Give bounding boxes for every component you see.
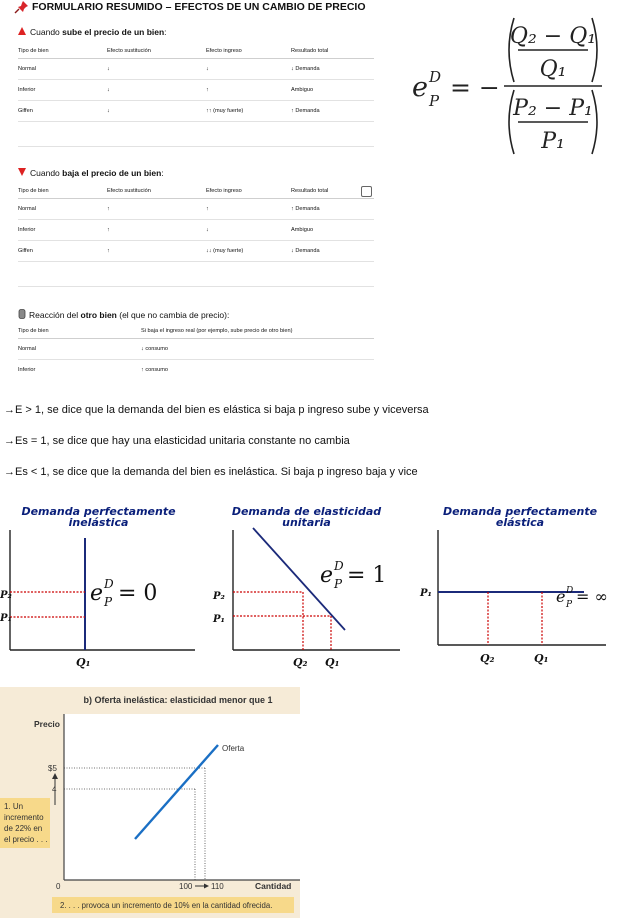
table-cell: Inferior xyxy=(18,87,36,93)
table-cell: ↑ xyxy=(107,206,110,212)
x-label-q1: Q₁ xyxy=(76,656,91,669)
table-cell: ↑↑ (muy fuerte) xyxy=(206,108,244,114)
column-header: Resultado total xyxy=(291,47,329,54)
table-row xyxy=(18,80,374,101)
formula-equals-minus: = − xyxy=(450,73,500,102)
pencil-icon xyxy=(18,309,26,319)
column-header: Efecto sustitución xyxy=(107,187,151,194)
table-cell: ↓ consumo xyxy=(141,346,169,352)
x-axis-label: Cantidad xyxy=(255,881,292,891)
price-note-line: el precio . . . xyxy=(4,835,48,844)
table-cell: ↓ xyxy=(107,108,110,114)
elasticity-value: = 0 xyxy=(118,581,158,606)
table-cell: ↑ Demanda xyxy=(291,108,320,114)
column-header: Tipo de bien xyxy=(18,187,49,194)
page-title: FORMULARIO RESUMIDO – EFECTOS DE UN CAMBIO DE PRECIO xyxy=(32,1,366,13)
section-title-price-down: Cuando baja el precio de un bien: xyxy=(18,168,164,178)
formula-num-bottom: Q₁ xyxy=(539,57,567,82)
formula-den-bottom: P₁ xyxy=(541,129,565,154)
table-cell: ↑ Demanda xyxy=(291,206,320,212)
x-label-q2: Q₂ xyxy=(293,656,308,669)
elasticity-value: = 1 xyxy=(347,563,387,588)
triangle-up-icon xyxy=(18,27,26,35)
graph-title: Demanda de elasticidad unitaria xyxy=(231,505,382,529)
table-row xyxy=(18,241,374,262)
table-row xyxy=(18,339,374,360)
formula-lhs-base: e xyxy=(412,72,428,103)
column-header: Resultado total xyxy=(291,187,329,194)
y-label-p2: P₂ xyxy=(213,591,225,602)
section-title-other-good: Reacción del otro bien (el que no cambia de precio): xyxy=(18,309,229,320)
elasticity-sub: P xyxy=(566,600,573,610)
elasticity-sup: D xyxy=(104,577,114,591)
table-cell: ↓ xyxy=(206,227,209,233)
table-header-row xyxy=(18,324,374,339)
elasticity-sup: D xyxy=(566,586,574,596)
x-label-q1: Q₁ xyxy=(325,656,340,669)
section-title-price-up: Cuando sube el precio de un bien: xyxy=(18,27,167,37)
bullet-elastic: →E > 1, se dice que la demanda del bien es elástica si baja p ingreso sube y viceversa xyxy=(4,404,429,416)
formula-den-top: P₂ − P₁ xyxy=(513,96,593,121)
table-cell: ↓ Demanda xyxy=(291,66,320,72)
table-row xyxy=(18,59,374,80)
graph-title: Demanda perfectamente elástica xyxy=(442,505,598,529)
column-header: Efecto ingreso xyxy=(206,187,242,194)
elasticity-base: e xyxy=(90,581,104,606)
table-cell: ↓ Demanda xyxy=(291,248,320,254)
table-cell: ↓ xyxy=(107,87,110,93)
formula-lhs-sup: D xyxy=(429,68,442,86)
column-header: Tipo de bien xyxy=(18,328,49,334)
x-tick-0: 0 xyxy=(56,882,61,891)
formula-num-top: Q₂ − Q₁ xyxy=(509,24,597,49)
bullet-inelastic: →Es < 1, se dice que la demanda del bien es inelástica. Si baja p ingreso baja y vice xyxy=(4,466,418,478)
table-cell: Ambiguo xyxy=(291,227,314,233)
pushpin-icon xyxy=(14,0,30,14)
x-tick-110: 110 xyxy=(211,882,224,891)
triangle-down-icon xyxy=(18,168,26,176)
supply-inelastic-panel xyxy=(0,687,300,918)
table-cell: ↓ xyxy=(206,66,209,72)
bullet-unitary: →Es = 1, se dice que hay una elasticidad unitaria constante no cambia xyxy=(4,435,350,447)
graph-unitary xyxy=(205,500,408,672)
formula-lhs-sub: P xyxy=(429,92,440,110)
x-tick-100: 100 xyxy=(179,882,193,891)
price-note-line: de 22% en xyxy=(4,824,43,833)
y-tick-5: $5 xyxy=(48,764,57,773)
y-label-p1: P₁ xyxy=(0,613,12,624)
quantity-note: 2. . . . provoca un incremento de 10% en la cantidad ofrecida. xyxy=(60,901,273,910)
table-price-down xyxy=(18,183,374,287)
table-cell: Normal xyxy=(18,346,37,352)
table-cell: ↓ xyxy=(107,66,110,72)
table-row xyxy=(18,101,374,122)
table-cell: Normal xyxy=(18,66,37,72)
elasticity-sub: P xyxy=(104,595,113,609)
table-cell: Ambiguo xyxy=(291,87,314,93)
graph-title: Demanda perfectamente inelástica xyxy=(21,505,176,529)
elasticity-formula xyxy=(410,12,606,156)
elasticity-value: = ∞ xyxy=(576,587,608,606)
elasticity-sup: D xyxy=(334,559,344,573)
table-cell: ↑ xyxy=(206,206,209,212)
elasticity-sub: P xyxy=(334,577,343,591)
table-cell: Normal xyxy=(18,206,37,212)
column-header: Si baja el ingreso real (por ejemplo, sube precio de otro bien) xyxy=(141,328,293,334)
price-note-line: 1. Un xyxy=(4,802,24,811)
y-label-p1: P₁ xyxy=(213,614,225,625)
column-header: Efecto sustitución xyxy=(107,47,151,54)
table-row xyxy=(18,220,374,241)
elasticity-base: e xyxy=(320,563,334,588)
supply-title: b) Oferta inelástica: elasticidad menor que 1 xyxy=(83,695,273,705)
table-cell: Giffen xyxy=(18,108,33,114)
x-label-q2: Q₂ xyxy=(480,652,495,665)
column-header: Efecto ingreso xyxy=(206,47,242,54)
graph-perfectly-inelastic xyxy=(0,500,197,672)
y-label-p2: P₂ xyxy=(0,590,12,601)
x-label-q1: Q₁ xyxy=(534,652,549,665)
elasticity-base: e xyxy=(556,587,566,606)
table-header-row xyxy=(18,183,374,199)
y-axis-label: Precio xyxy=(34,719,60,729)
table-cell: ↑ xyxy=(107,227,110,233)
table-cell: ↑ xyxy=(206,87,209,93)
table-cell: Inferior xyxy=(18,227,36,233)
table-row xyxy=(18,360,374,380)
y-label-p1: P₁ xyxy=(420,588,432,599)
column-header: Tipo de bien xyxy=(18,47,49,54)
table-cell: ↑ xyxy=(107,248,110,254)
table-row xyxy=(18,199,374,220)
table-price-up xyxy=(18,43,374,147)
supply-curve-label: Oferta xyxy=(222,744,245,753)
price-note-line: incremento xyxy=(4,813,44,822)
table-other-good xyxy=(18,324,374,380)
graph-perfectly-elastic xyxy=(416,500,624,672)
table-cell: Giffen xyxy=(18,248,33,254)
table-header-row xyxy=(18,43,374,59)
table-cell: ↓↓ (muy fuerte) xyxy=(206,248,244,254)
table-cell: ↑ consumo xyxy=(141,367,169,373)
y-tick-4: 4 xyxy=(52,785,57,794)
table-cell: Inferior xyxy=(18,367,36,373)
